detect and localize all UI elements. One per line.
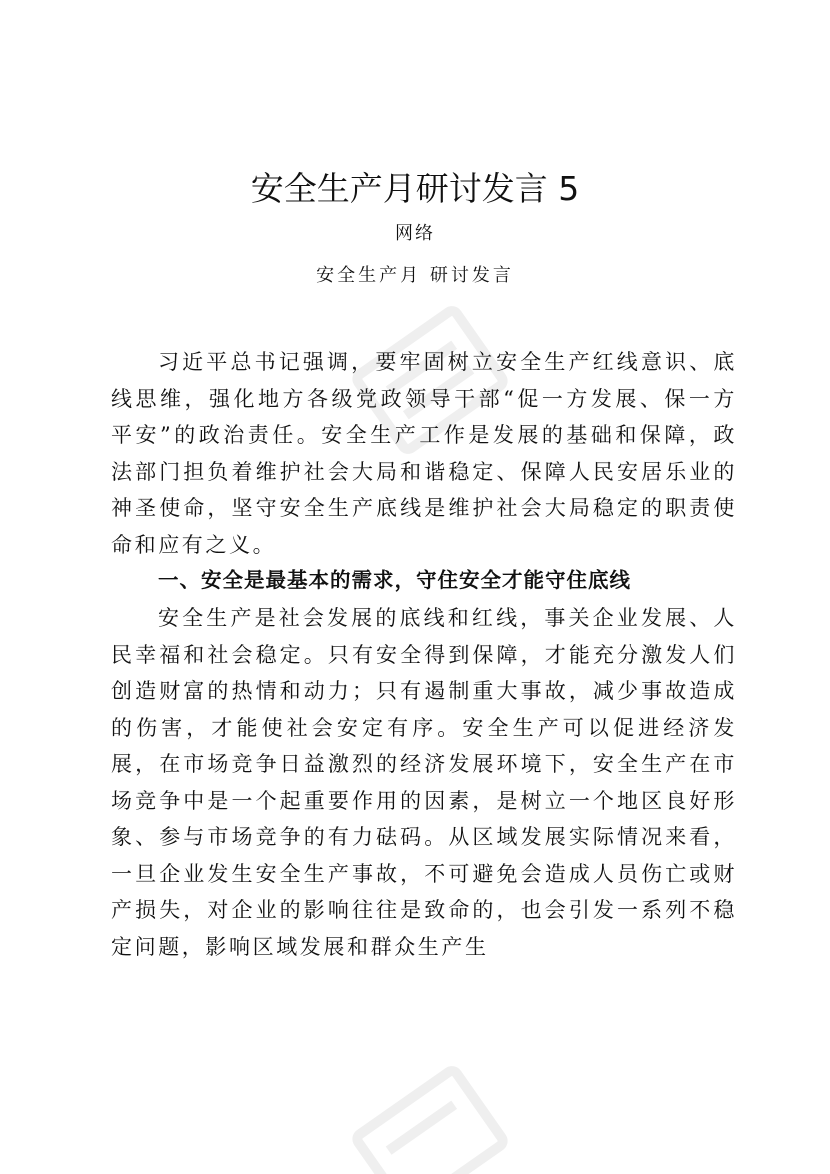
body-paragraph: 安全生产是社会发展的底线和红线，事关企业发展、人民幸福和社会稳定。只有安全得到保障，才能充分激发人们创造财富的热情和动力；只有遏制重大事故，减少事故造成的伤害，才能使社会安定有序。安全生产可以促进经济发展，在市场竞争日益激烈的经济发展环境下，安全生产在市场竞争中是一个起重要作用的因素，是树立一个地区良好形象、参与市场竞争的有力砝码。从区域发展实际情况来看，一旦企业发生安全生产事故，不可避免会造成人员伤亡或财产损失，对企业的影响往往是致命的，也会引发一系列不稳定问题，影响区域发展和群众生产生	[111, 606, 737, 959]
document-author: 网络	[395, 223, 435, 244]
document-keywords: 安全生产月 研讨发言	[316, 265, 514, 286]
section-heading: 一、安全是最基本的需求，守住安全才能守住底线	[158, 568, 631, 592]
body-paragraph: 习近平总书记强调，要牢固树立安全生产红线意识、底线思维，强化地方各级党政领导干部“促一方发展、保一方平安”的政治责任。安全生产工作是发展的基础和保障，政法部门担负着维护社会大局和谐稳定、保障人民安居乐业的神圣使命，坚守安全生产底线是维护社会大局稳定的职责使命和应有之义。	[111, 350, 737, 557]
watermark-graphic	[330, 1040, 530, 1174]
document-title: 安全生产月研讨发言 5	[250, 169, 580, 208]
